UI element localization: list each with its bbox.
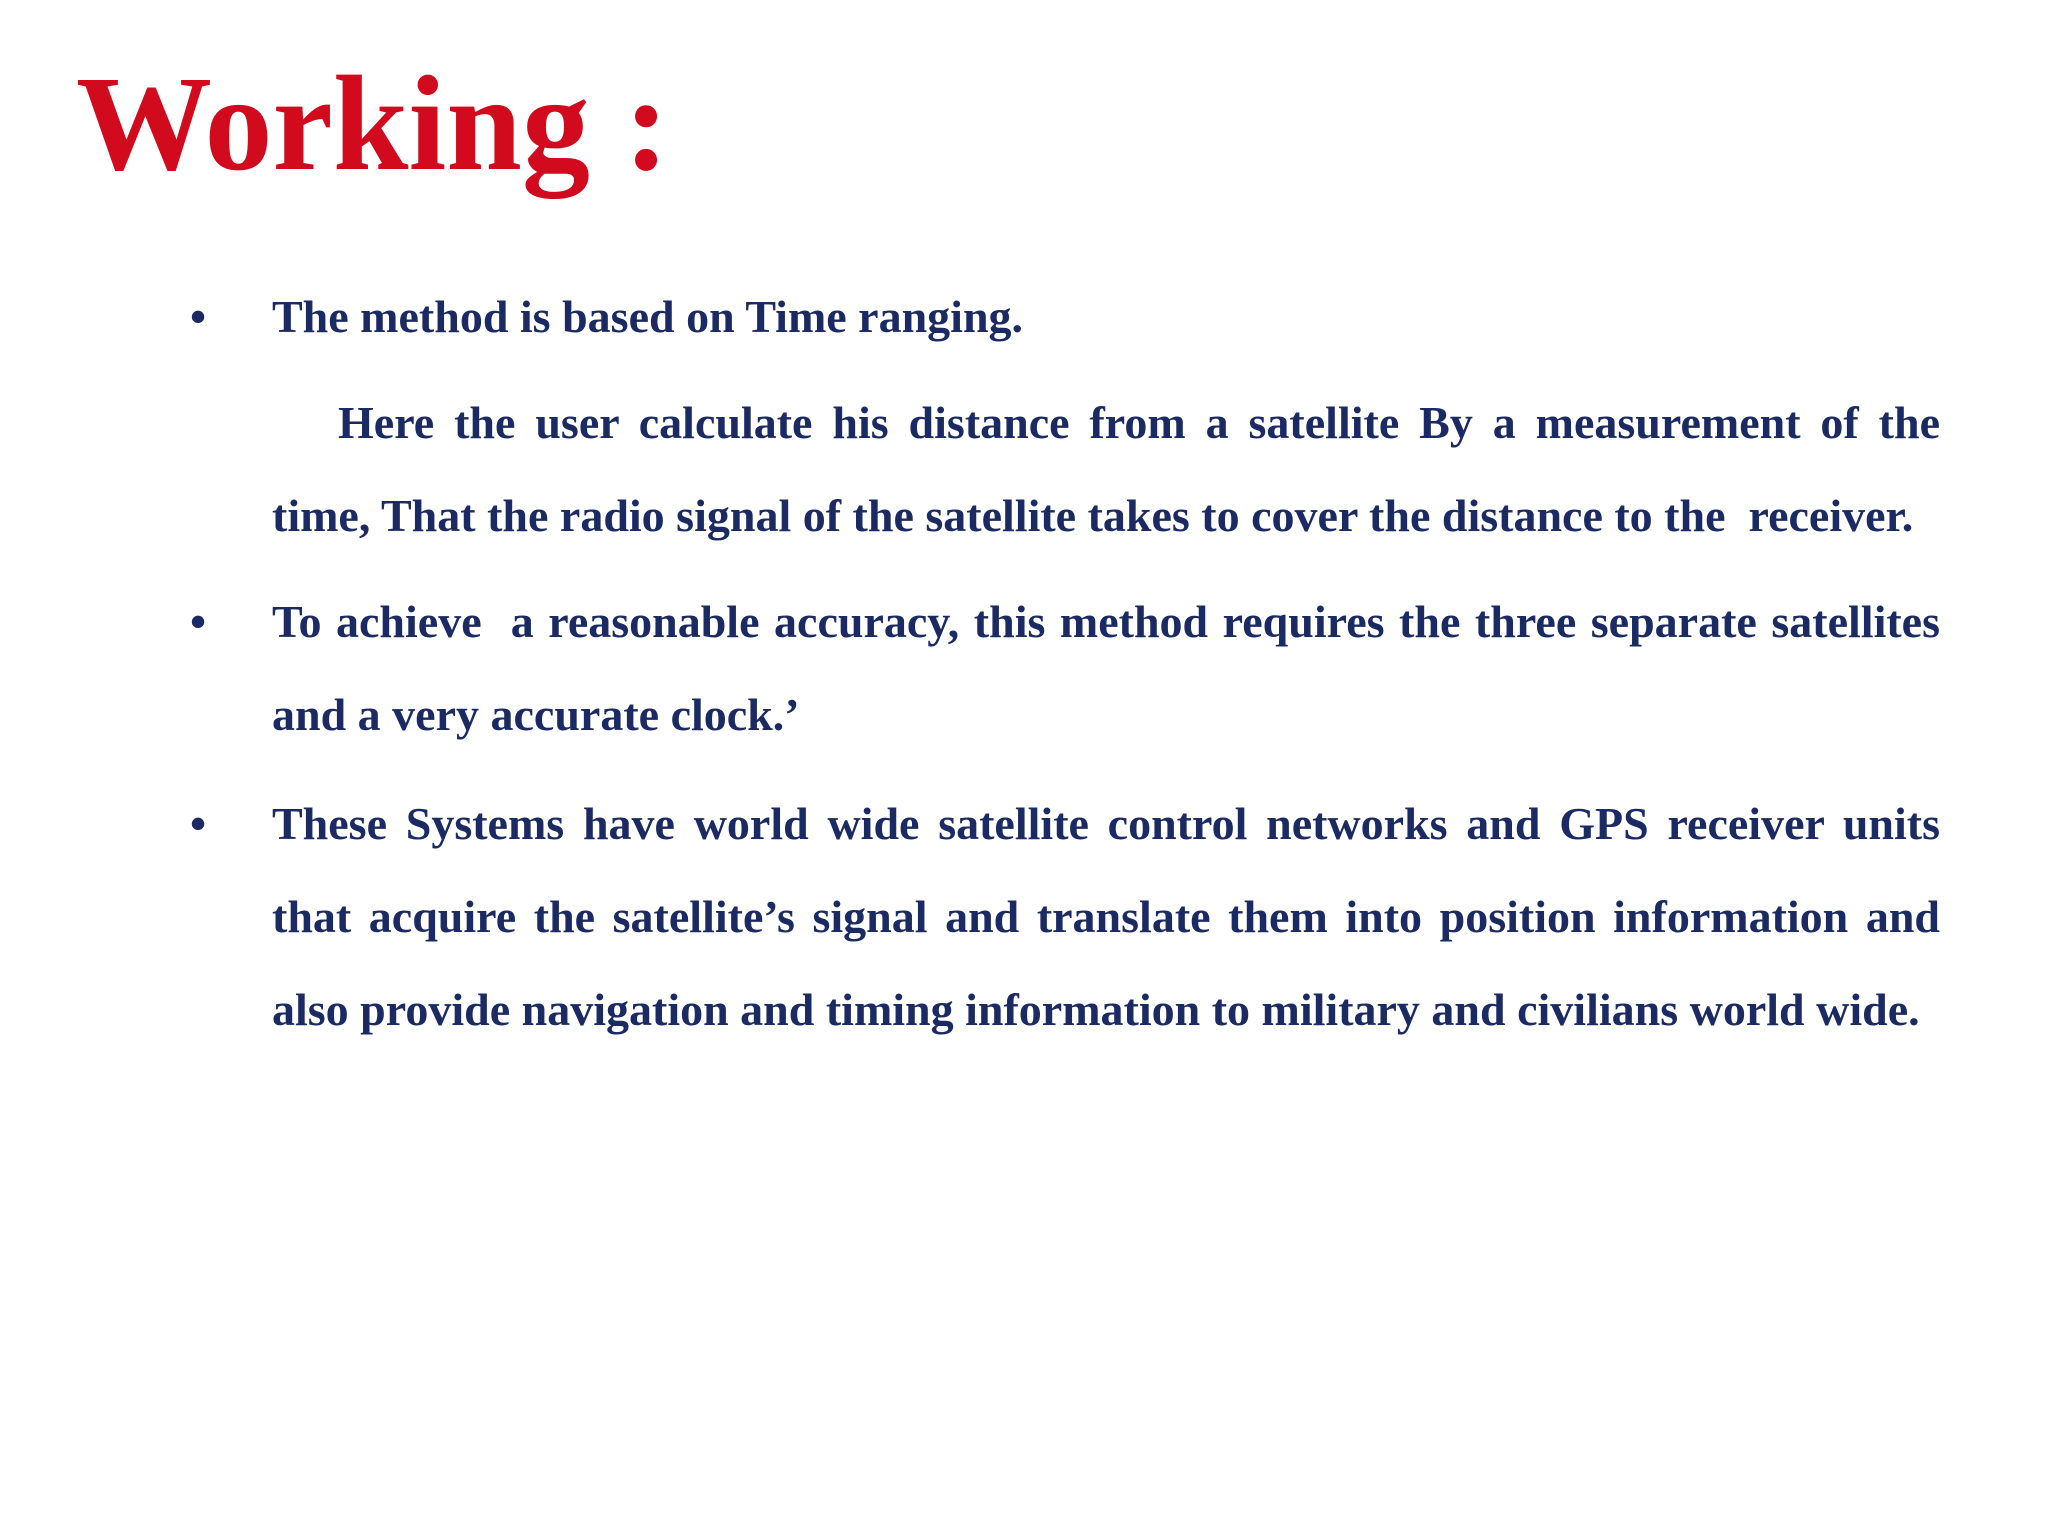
- bullet-item: [186, 777, 1963, 1056]
- slide-body: [186, 270, 1963, 1056]
- bullet-icon: •: [190, 291, 207, 342]
- bullet-item: [186, 270, 1940, 363]
- bullet-item: [186, 575, 1952, 761]
- bullet-icon: •: [190, 798, 207, 849]
- slide-title: Working :: [76, 49, 670, 199]
- bullet-text: To achieve a reasonable accuracy, this method requires the three separate satellites and a very accurate clock.’: [272, 596, 1952, 740]
- sub-paragraph: Here the user calculate his distance from a satellite By a measurement of the time, That the radio signal of the satellite takes to cover the distance to the receiver.: [272, 397, 1952, 541]
- bullet-icon: •: [190, 596, 207, 647]
- bullet-text: The method is based on Time ranging.: [272, 291, 1024, 342]
- bullet-text: These Systems have world wide satellite control networks and GPS receiver units that acquire the satellite’s signal and translate them into position information and also provide navigation and timing information to military and civilians world wide.: [272, 798, 1963, 1035]
